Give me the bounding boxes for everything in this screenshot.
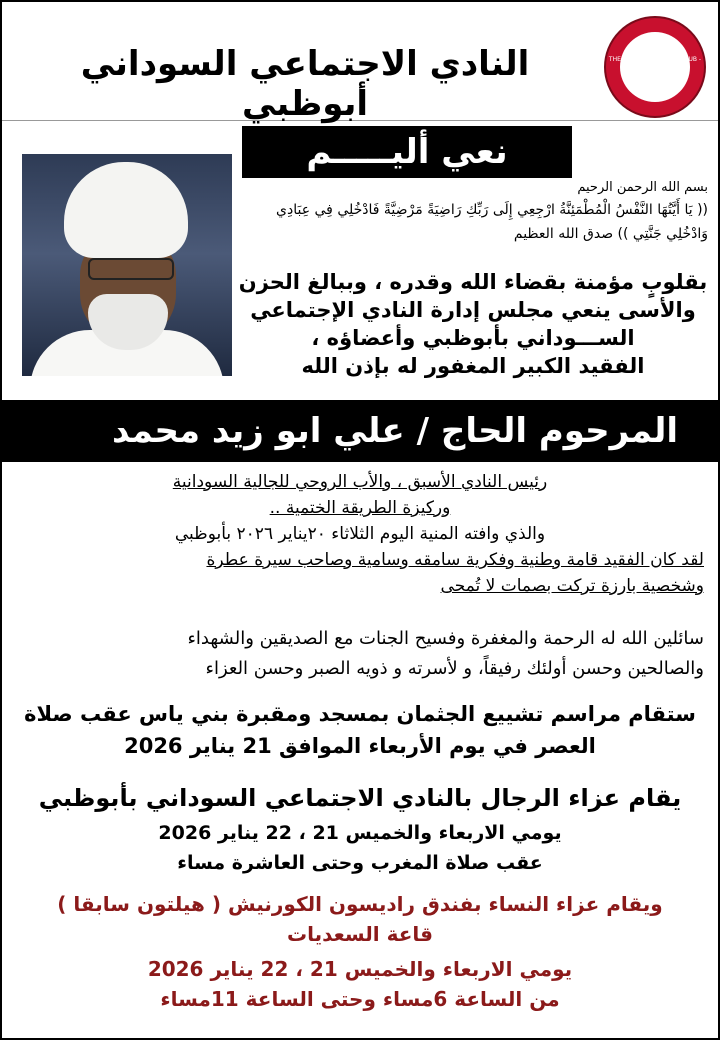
prayer-line: والصالحين وحسن أولئك رفيقاً، و لأسرته و ذويه الصبر وحسن العزاء — [205, 658, 704, 679]
bio-line: وشخصية بارزة تركت بصمات لا تُمحى — [440, 576, 704, 596]
prayer-line: سائلين الله له الرحمة والمغفرة وفسيح الجنات مع الصديقين والشهداء — [187, 628, 704, 649]
bio-line: والذي وافته المنية اليوم الثلاثاء ٢٠يناير ٢٠٢٦ بأبوظبي — [174, 524, 546, 544]
club-name: النادي الاجتماعي السوداني أبوظبي — [80, 44, 530, 124]
basmala: بسم الله الرحمن الرحيم — [577, 180, 708, 195]
deceased-photo — [22, 154, 232, 376]
women-condolence-days: يومي الاربعاء والخميس 21 ، 22 يناير 2026 — [147, 957, 573, 981]
intro-text: بقلوبٍ مؤمنة بقضاء الله وقدره ، وببالغ الحزن والأسى ينعي مجلس إدارة النادي الإجتماعي الســـوداني بأبوظبي وأعضاؤه ، الفقيد الكبير المغفور له بإذن الله — [238, 270, 708, 378]
header — [2, 2, 718, 124]
women-condolence-time: من الساعة 6مساء وحتى الساعة 11مساء — [160, 987, 560, 1011]
bio-line: لقد كان الفقيد قامة وطنية وفكرية سامقه وسامية وصاحب سيرة عطرة — [206, 550, 704, 570]
men-condolence-time: عقب صلاة المغرب وحتى العاشرة مساء — [177, 852, 543, 874]
quran-verse: (( يَا أَيَّتُهَا النَّفْسُ الْمُطْمَئِنَّةُ ارْجِعِي إِلَى رَبِّكِ رَاضِيَةً مَرْضِيَّةً فَادْخُلِي فِي عِبَادِي وَادْخُلِي جَنَّتِي )) صدق الله العظيم — [276, 202, 708, 242]
club-logo — [604, 16, 706, 118]
men-condolence-days: يومي الاربعاء والخميس 21 ، 22 يناير 2026 — [158, 822, 562, 844]
bio-line: وركيزة الطريقة الختمية .. — [269, 498, 451, 518]
deceased-name: المرحوم الحاج / علي ابو زيد محمد صـــــالح — [2, 400, 718, 462]
men-condolence-title: يقام عزاء الرجال بالنادي الاجتماعي السوداني بأبوظبي — [38, 784, 682, 812]
bio-line: رئيس النادي الأسبق ، والأب الروحي للجالية السودانية — [172, 472, 548, 492]
logo-text: THE SUDANESE SOCIAL CLUB - ABU DHABI — [608, 56, 702, 70]
funeral-line: ستقام مراسم تشييع الجثمان بمسجد ومقبرة بني ياس عقب صلاة — [24, 702, 696, 726]
funeral-line: العصر في يوم الأربعاء الموافق 21 يناير 2026 — [124, 734, 596, 758]
women-condolence-title: ويقام عزاء النساء بفندق راديسون الكورنيش ( هيلتون سابقا ) — [57, 892, 663, 916]
obituary-title: نعي أليـــــم — [242, 126, 572, 178]
women-condolence-hall: قاعة السعديات — [286, 922, 434, 946]
